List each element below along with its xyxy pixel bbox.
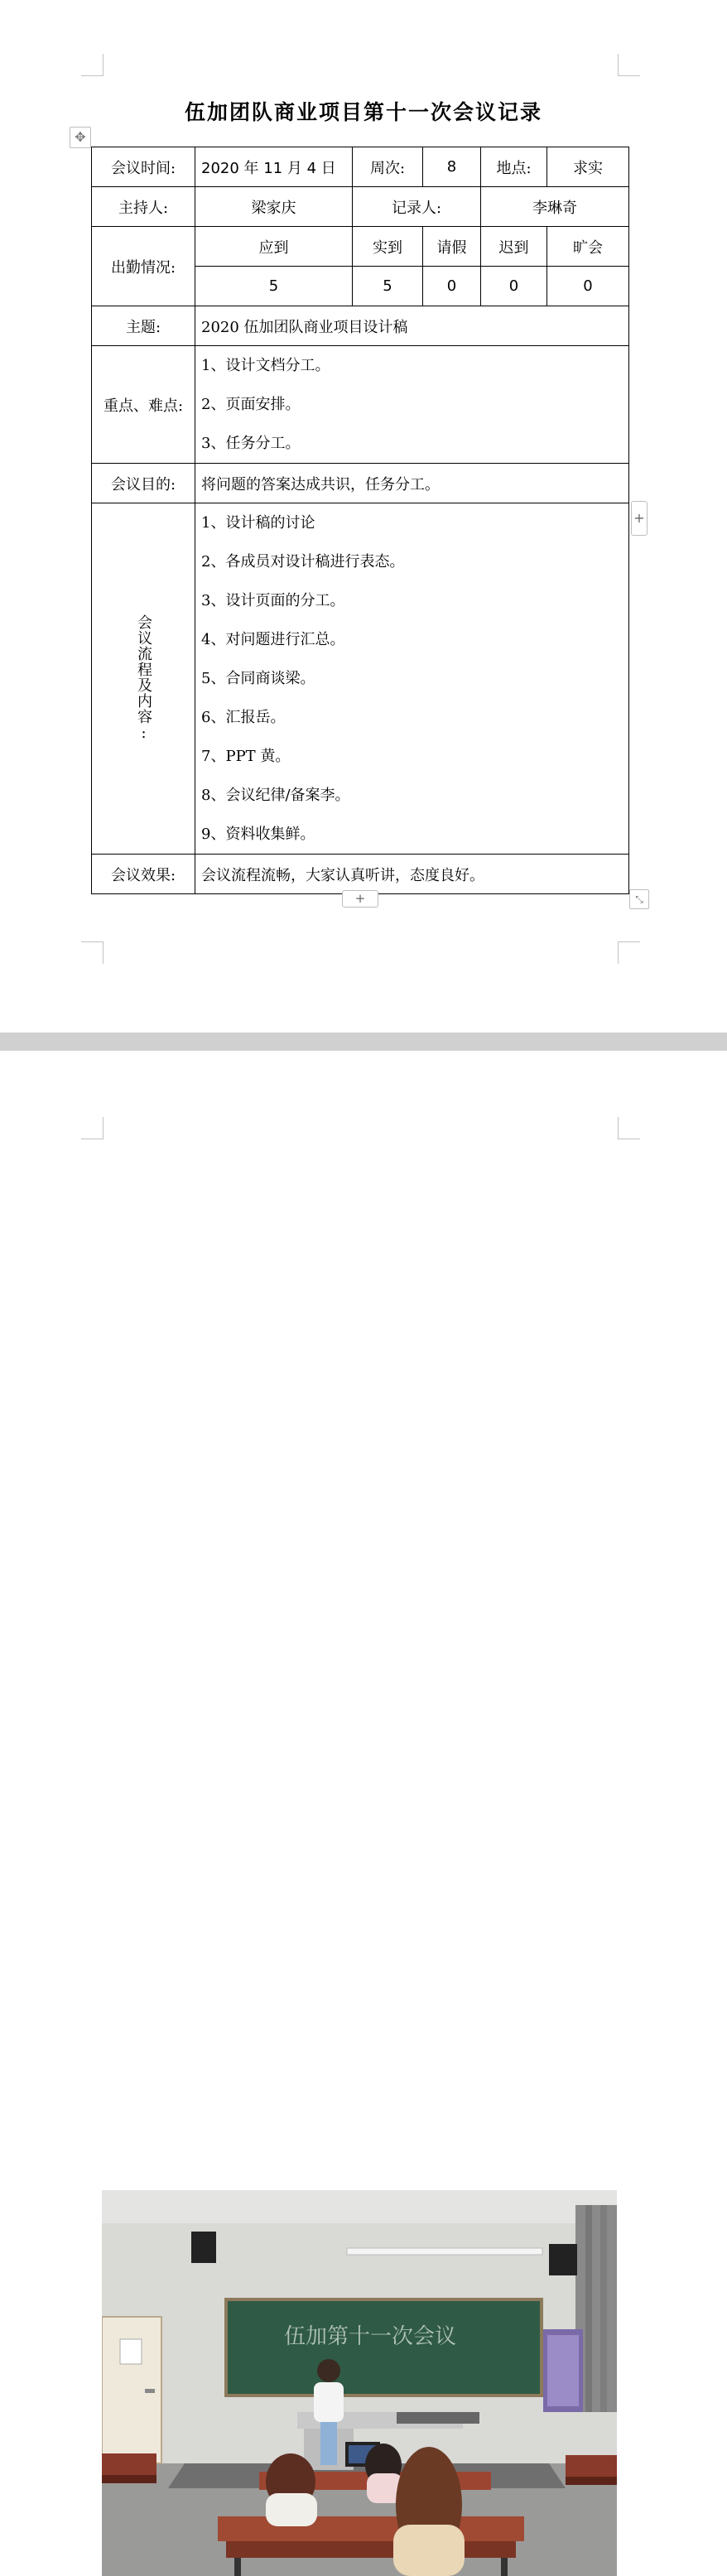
blackboard-text: 伍加第十一次会议 bbox=[284, 2324, 457, 2349]
week-label: 周次: bbox=[353, 147, 423, 187]
attendance-header: 实到 bbox=[353, 227, 423, 267]
key-point-item: 2、页面安排。 bbox=[201, 396, 301, 413]
topic-value[interactable]: 2020 伍加团队商业项目设计稿 bbox=[195, 306, 629, 346]
topic-label: 主题: bbox=[92, 306, 195, 346]
process-item: 8、会议纪律/备案李。 bbox=[201, 787, 350, 804]
meeting-record-table bbox=[91, 147, 629, 894]
crop-mark bbox=[81, 54, 104, 76]
process-item: 5、合同商谈梁。 bbox=[201, 670, 315, 687]
recorder-value[interactable]: 李琳奇 bbox=[481, 187, 629, 227]
attendance-header: 应到 bbox=[195, 227, 353, 267]
process-cell[interactable] bbox=[195, 503, 629, 855]
process-item: 9、资料收集鲜。 bbox=[201, 826, 315, 843]
purpose-value[interactable]: 将问题的答案达成共识，任务分工。 bbox=[195, 464, 629, 503]
table-row bbox=[92, 346, 629, 464]
effect-label: 会议效果: bbox=[92, 855, 195, 894]
process-item: 1、设计稿的讨论 bbox=[201, 514, 315, 532]
add-row-button[interactable]: + bbox=[342, 890, 378, 908]
table-row bbox=[92, 227, 629, 267]
attendance-value[interactable]: 0 bbox=[481, 267, 547, 306]
attendance-value[interactable]: 0 bbox=[547, 267, 629, 306]
purpose-label: 会议目的: bbox=[92, 464, 195, 503]
table-resize-icon[interactable]: ⤡ bbox=[629, 889, 649, 909]
table-row bbox=[92, 147, 629, 187]
host-value[interactable]: 梁家庆 bbox=[195, 187, 353, 227]
crop-mark bbox=[618, 941, 640, 964]
key-points-cell[interactable] bbox=[195, 346, 629, 464]
week-value[interactable]: 8 bbox=[423, 147, 481, 187]
crop-mark bbox=[81, 941, 104, 964]
attendance-value[interactable]: 0 bbox=[423, 267, 481, 306]
process-label-cell bbox=[92, 503, 195, 855]
process-item: 2、各成员对设计稿进行表态。 bbox=[201, 553, 405, 571]
key-point-item: 3、任务分工。 bbox=[201, 435, 301, 452]
process-label: 会议流程及内容: bbox=[135, 614, 152, 743]
document-title: 伍加团队商业项目第十一次会议记录 bbox=[184, 100, 542, 124]
crop-mark bbox=[618, 54, 640, 76]
process-item: 4、对问题进行汇总。 bbox=[201, 631, 345, 648]
place-value[interactable]: 求实 bbox=[547, 147, 629, 187]
table-row bbox=[92, 187, 629, 227]
recorder-label: 记录人: bbox=[353, 187, 481, 227]
add-column-button[interactable]: + bbox=[631, 501, 648, 536]
attendance-header: 旷会 bbox=[547, 227, 629, 267]
table-row bbox=[92, 464, 629, 503]
table-move-icon[interactable]: ✥ bbox=[70, 127, 91, 148]
crop-mark bbox=[618, 1117, 640, 1139]
time-label: 会议时间: bbox=[92, 147, 195, 187]
place-label: 地点: bbox=[481, 147, 547, 187]
attendance-label: 出勤情况: bbox=[92, 227, 195, 306]
meeting-photo[interactable] bbox=[102, 2190, 617, 2576]
key-points-label: 重点、难点: bbox=[92, 346, 195, 464]
classroom-photo-illustration bbox=[102, 2190, 617, 2576]
document-page-2 bbox=[0, 1051, 727, 2349]
table-row bbox=[92, 503, 629, 855]
attendance-header: 迟到 bbox=[481, 227, 547, 267]
attendance-value[interactable]: 5 bbox=[195, 267, 353, 306]
attendance-value[interactable]: 5 bbox=[353, 267, 423, 306]
host-label: 主持人: bbox=[92, 187, 195, 227]
table-row bbox=[92, 306, 629, 346]
document-page-1 bbox=[0, 0, 727, 1033]
process-item: 7、PPT 黄。 bbox=[201, 748, 291, 765]
table-row bbox=[92, 855, 629, 894]
time-value[interactable]: 2020 年 11 月 4 日 bbox=[195, 147, 353, 187]
effect-value[interactable]: 会议流程流畅，大家认真听讲，态度良好。 bbox=[195, 855, 629, 894]
attendance-header: 请假 bbox=[423, 227, 481, 267]
crop-mark bbox=[81, 1117, 104, 1139]
process-item: 6、汇报岳。 bbox=[201, 709, 286, 726]
key-point-item: 1、设计文档分工。 bbox=[201, 357, 330, 374]
process-item: 3、设计页面的分工。 bbox=[201, 592, 345, 609]
page-separator bbox=[0, 1033, 727, 1051]
